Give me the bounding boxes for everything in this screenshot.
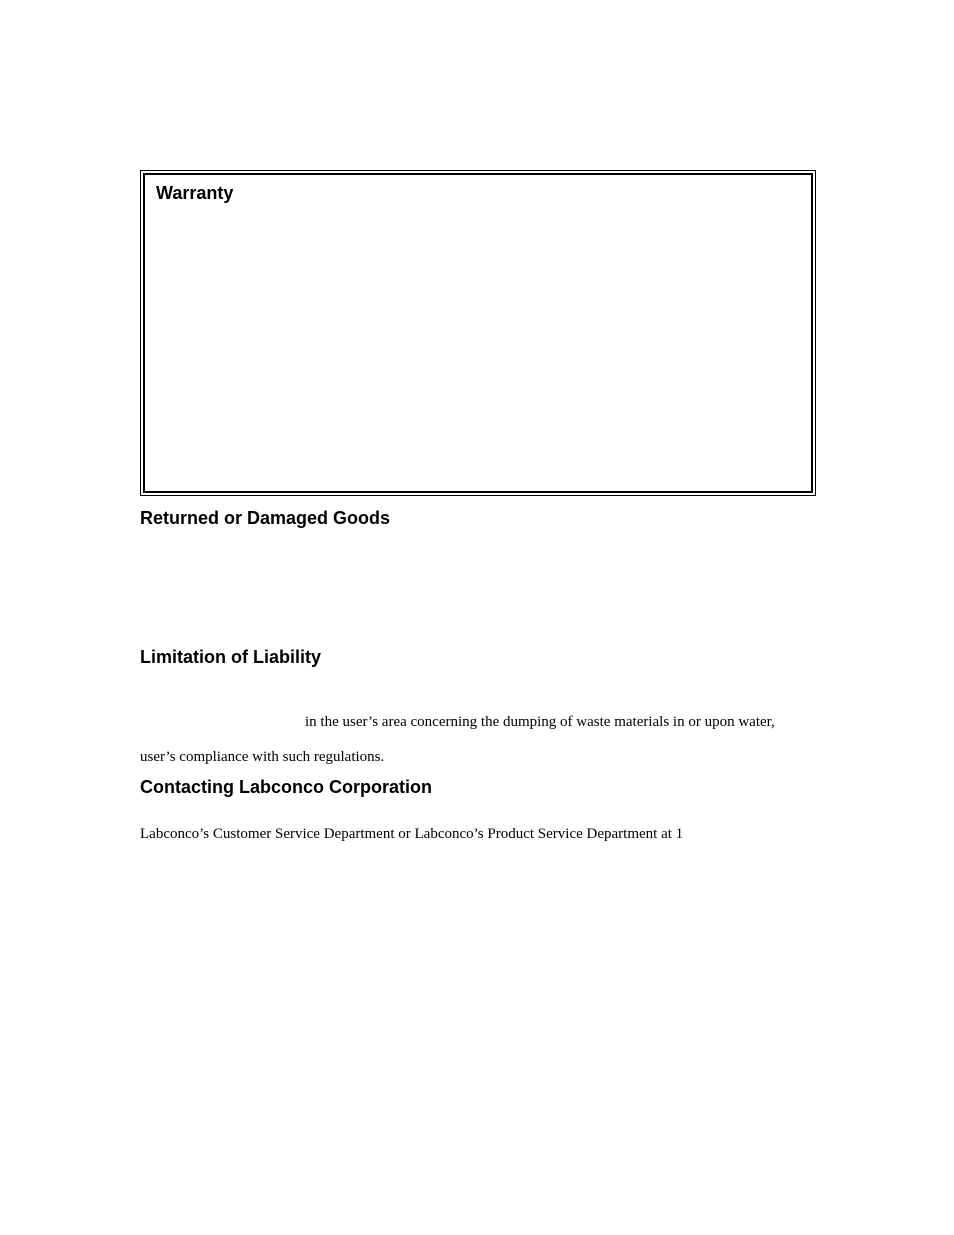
limitation-text-line-1: in the user’s area concerning the dumping of waste materials in or upon water, [305, 714, 775, 730]
limitation-text-line-2: user’s compliance with such regulations. [140, 749, 385, 765]
warranty-box-inner [143, 173, 813, 493]
warranty-heading: Warranty [156, 183, 234, 203]
contacting-text-line-1: Labconco’s Customer Service Department or Labconco’s Product Service Department at 1 [140, 826, 684, 842]
returned-goods-heading: Returned or Damaged Goods [140, 508, 391, 528]
limitation-heading: Limitation of Liability [140, 647, 321, 667]
warranty-box [140, 170, 816, 496]
contacting-heading: Contacting Labconco Corporation [140, 777, 432, 797]
